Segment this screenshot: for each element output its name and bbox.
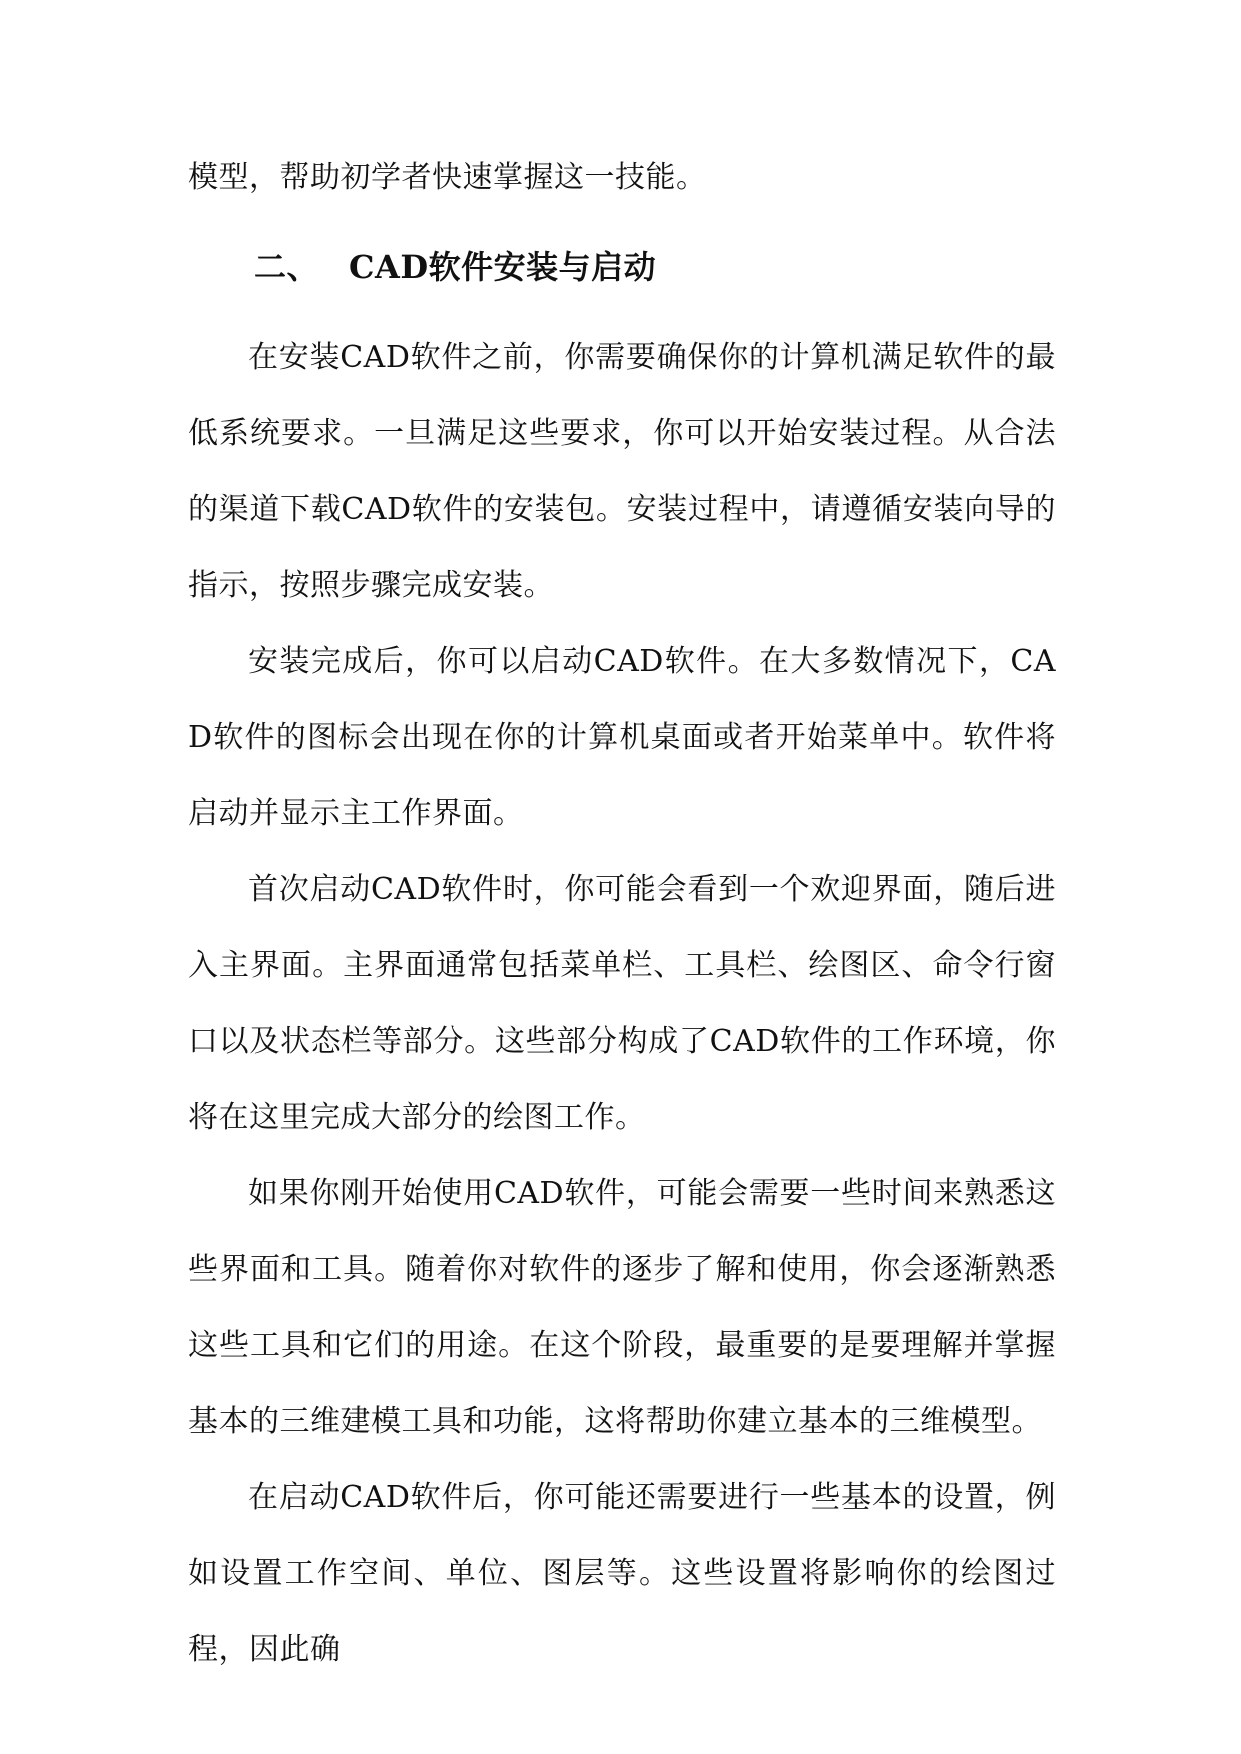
paragraph-learning: 如果你刚开始使用CAD软件，可能会需要一些时间来熟悉这些界面和工具。随着你对软件的逐步了解和使用，你会逐渐熟悉这些工具和它们的用途。在这个阶段，最重要的是要理解并掌握基本的三维建模工具和功能，这将帮助你建立基本的三维模型。	[188, 1176, 1056, 1439]
paragraph-settings: 在启动CAD软件后，你可能还需要进行一些基本的设置，例如设置工作空间、单位、图层等。这些设置将影响你的绘图过程，因此确	[188, 1480, 1056, 1667]
section-heading	[188, 230, 1056, 304]
section-number: 二、	[254, 248, 320, 286]
continued-paragraph: 模型，帮助初学者快速掌握这一技能。	[188, 160, 707, 195]
paragraph-main-interface: 首次启动CAD软件时，你可能会看到一个欢迎界面，随后进入主界面。主界面通常包括菜单栏、工具栏、绘图区、命令行窗口以及状态栏等部分。这些部分构成了CAD软件的工作环境，你将在这里完成大部分的绘图工作。	[188, 872, 1056, 1135]
document-body	[188, 140, 1056, 1688]
paragraph-launch: 安装完成后，你可以启动CAD软件。在大多数情况下，CAD软件的图标会出现在你的计算机桌面或者开始菜单中。软件将启动并显示主工作界面。	[188, 644, 1056, 831]
section-title: CAD软件安装与启动	[349, 248, 657, 286]
paragraph-install: 在安装CAD软件之前，你需要确保你的计算机满足软件的最低系统要求。一旦满足这些要求，你可以开始安装过程。从合法的渠道下载CAD软件的安装包。安装过程中，请遵循安装向导的指示，按照步骤完成安装。	[188, 340, 1056, 603]
